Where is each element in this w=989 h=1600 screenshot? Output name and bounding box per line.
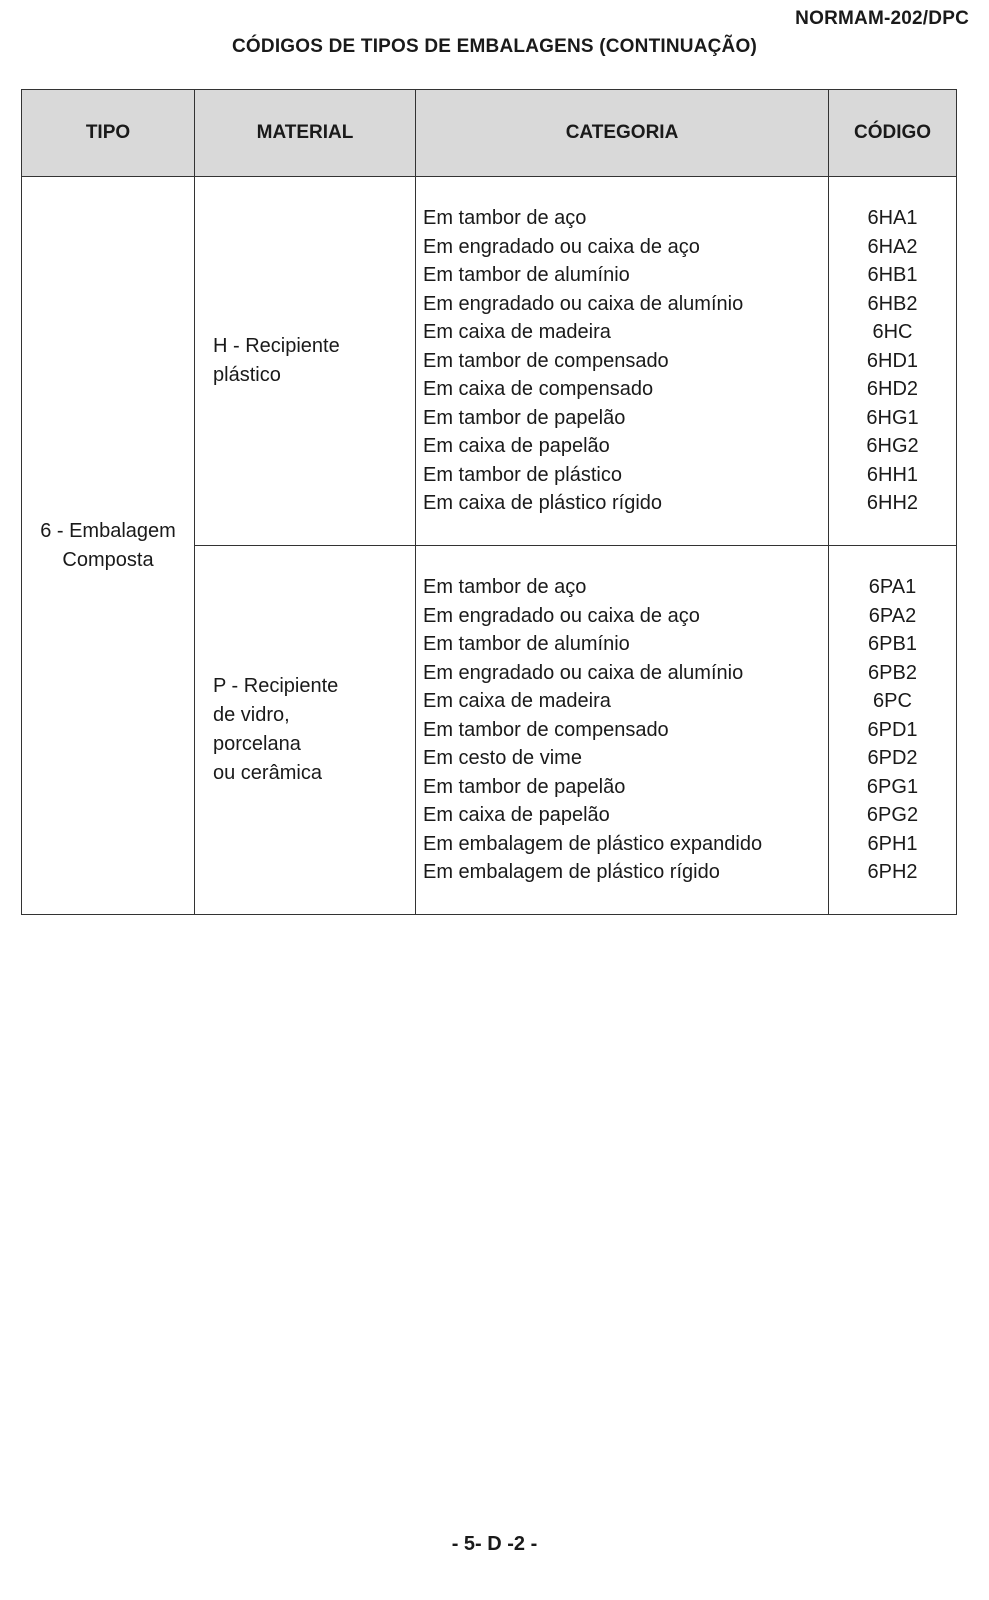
column-header-categoria: CATEGORIA [416,90,829,177]
code-item: 6HA2 [867,235,918,258]
material-line: P - Recipiente [213,675,339,697]
code-item: 6HB2 [867,292,918,315]
column-header-tipo: TIPO [22,90,195,177]
column-header-material: MATERIAL [195,90,416,177]
code-item: 6HG2 [866,435,919,458]
categoria-cell [416,177,829,546]
table-header-row [22,90,957,177]
category-item: Em caixa de papelão [423,435,610,458]
material-cell [195,546,416,915]
category-item: Em engradado ou caixa de aço [423,235,700,258]
code-item: 6PH1 [867,832,918,855]
code-item: 6PA1 [868,576,917,599]
code-item: 6HA1 [867,207,918,230]
material-cell [195,177,416,546]
category-item: Em tambor de aço [423,576,587,599]
packaging-codes-table [21,89,957,915]
category-item: Em tambor de papelão [423,406,626,429]
code-item: 6PD2 [867,747,918,770]
code-item: 6HC [872,321,913,344]
code-item: 6PH2 [867,861,918,884]
category-item: Em engradado ou caixa de alumínio [423,292,744,315]
material-line: plástico [213,364,281,386]
material-line: H - Recipiente [213,335,340,357]
category-item: Em caixa de compensado [423,378,654,401]
code-item: 6HD2 [866,378,919,401]
category-item: Em tambor de alumínio [423,633,630,656]
code-item: 6PB1 [868,633,917,656]
material-line: de vidro, [213,704,290,726]
code-item: 6PD1 [867,718,918,741]
code-item: 6PB2 [868,661,917,684]
code-item: 6HG1 [866,406,919,429]
category-item: Em tambor de aço [423,207,587,230]
code-item: 6HH2 [866,492,919,515]
material-line: ou cerâmica [213,762,322,784]
page-title: CÓDIGOS DE TIPOS DE EMBALAGENS (CONTINUAÇÃO) [232,36,757,57]
document-code: NORMAM-202/DPC [795,8,969,29]
category-item: Em cesto de vime [423,747,582,770]
tipo-label-line: 6 - Embalagem [40,519,176,542]
tipo-label-line: Composta [62,548,154,571]
code-item: 6HH1 [866,463,919,486]
category-item: Em embalagem de plástico rígido [423,861,720,884]
category-item: Em caixa de plástico rígido [423,492,663,515]
category-item: Em caixa de papelão [423,804,610,827]
codigo-cell [829,177,957,546]
code-list [829,573,956,887]
category-item: Em tambor de compensado [423,349,669,372]
category-item: Em tambor de compensado [423,718,669,741]
codigo-cell [829,546,957,915]
category-item: Em caixa de madeira [423,690,611,713]
material-line: porcelana [213,733,301,755]
category-item: Em tambor de plástico [423,463,622,486]
code-list [829,204,956,518]
code-item: 6HD1 [866,349,919,372]
category-item: Em caixa de madeira [423,321,611,344]
category-item: Em tambor de alumínio [423,264,630,287]
category-list [416,204,828,518]
categoria-cell [416,546,829,915]
code-item: 6PG2 [866,804,919,827]
code-item: 6PC [873,690,912,713]
code-item: 6PA2 [868,604,917,627]
page-number: - 5- D -2 - [451,1533,538,1555]
table-row [22,177,957,546]
category-item: Em tambor de papelão [423,775,626,798]
code-item: 6PG1 [866,775,919,798]
category-item: Em engradado ou caixa de aço [423,604,700,627]
category-item: Em embalagem de plástico expandido [423,832,763,855]
category-list [416,573,828,887]
code-item: 6HB1 [867,264,918,287]
category-item: Em engradado ou caixa de alumínio [423,661,744,684]
column-header-codigo: CÓDIGO [829,90,957,177]
tipo-cell [22,177,195,915]
